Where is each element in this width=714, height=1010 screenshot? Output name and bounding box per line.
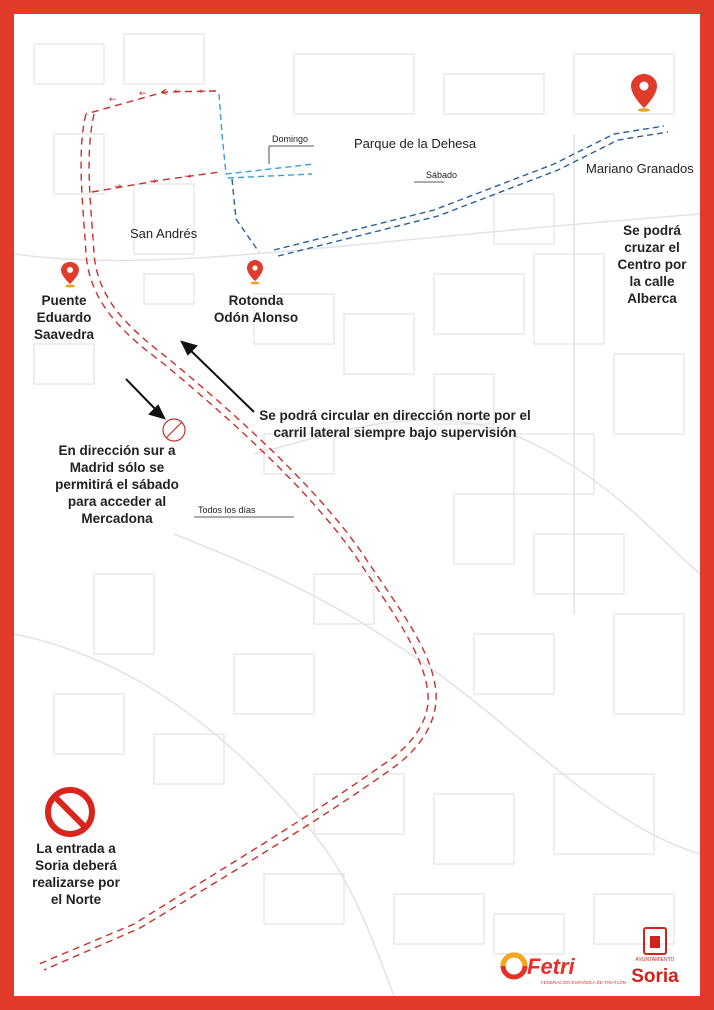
svg-text:←: ← bbox=[109, 95, 117, 105]
svg-text:←: ← bbox=[174, 87, 182, 97]
no-entry-small-icon bbox=[163, 419, 185, 441]
note-entrada: La entrada a Soria deberá realizarse por el Norte bbox=[32, 841, 120, 907]
route-label-domingo: Domingo bbox=[272, 134, 309, 144]
svg-text:FEDERACIÓN ESPAÑOLA DE TRIATLÓ: FEDERACIÓN ESPAÑOLA DE TRIATLÓN bbox=[541, 980, 627, 985]
map-marker-icon bbox=[247, 260, 263, 284]
red-route bbox=[39, 91, 436, 970]
soria-logo bbox=[631, 928, 679, 987]
label-leaders bbox=[194, 146, 444, 517]
map-marker-icon bbox=[631, 74, 657, 112]
pointer-arrows bbox=[126, 342, 254, 418]
note-sur: En dirección sur a Madrid sólo se permitirá el sábado para acceder al Mercadona bbox=[55, 443, 179, 526]
place-label-rotonda: Rotonda Odón Alonso bbox=[213, 293, 299, 325]
map-area bbox=[14, 14, 700, 996]
svg-text:Fetri: Fetri bbox=[527, 954, 575, 979]
svg-text:→: → bbox=[184, 172, 192, 182]
map-marker-icon bbox=[61, 262, 79, 288]
svg-text:→: → bbox=[114, 182, 122, 192]
place-label-parque: Parque de la Dehesa bbox=[354, 136, 477, 151]
svg-text:Soria: Soria bbox=[631, 966, 679, 987]
svg-text:AYUNTAMIENTO: AYUNTAMIENTO bbox=[635, 957, 675, 963]
place-label-puente: Puente Eduardo Saavedra bbox=[33, 293, 95, 342]
place-label-mariano: Mariano Granados bbox=[586, 161, 694, 176]
fetri-logo bbox=[503, 954, 626, 985]
prohibition-icon bbox=[48, 790, 92, 834]
route-label-sabado: Sábado bbox=[426, 170, 458, 180]
note-cruzar: Se podrá cruzar el Centro por la calle Alberca bbox=[617, 223, 687, 306]
svg-text:←: ← bbox=[199, 87, 207, 97]
svg-text:→: → bbox=[149, 177, 157, 187]
place-label-san-andres: San Andrés bbox=[130, 226, 198, 241]
svg-text:←: ← bbox=[139, 89, 147, 99]
note-norte: Se podrá circular en dirección norte por el carril lateral siempre bajo supervisión bbox=[259, 408, 531, 440]
route-label-todos: Todos los días bbox=[198, 505, 256, 515]
